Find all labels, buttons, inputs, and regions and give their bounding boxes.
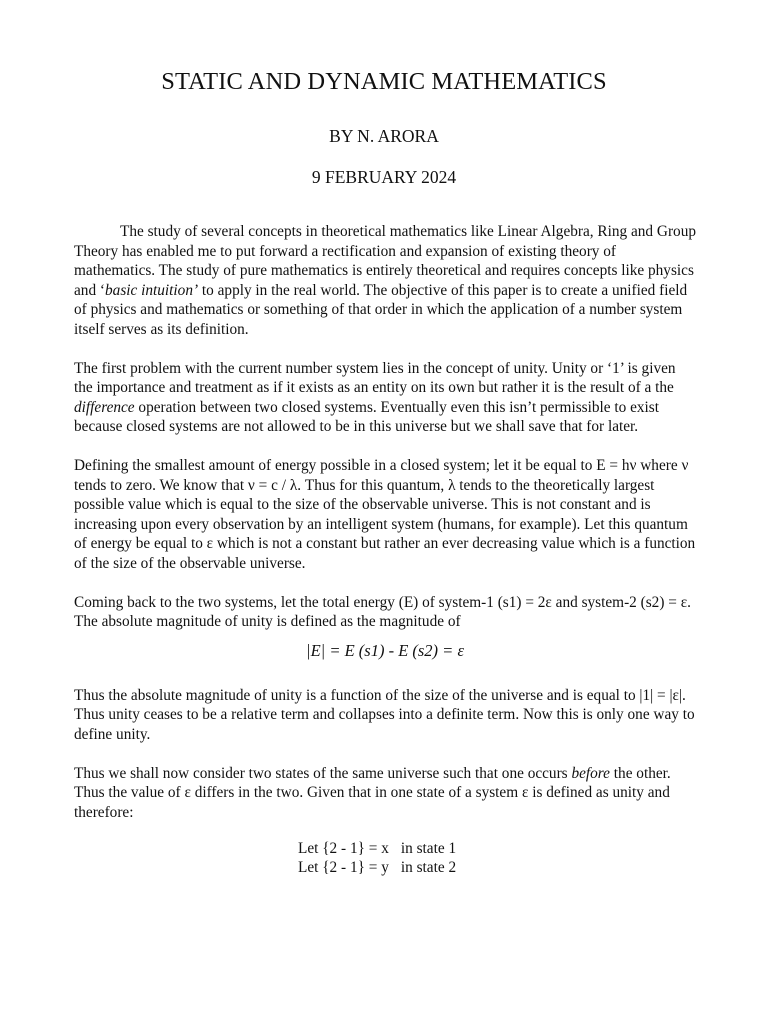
paper-body: [74, 222, 696, 878]
let-line-state-1: [298, 839, 696, 859]
paragraph-states-italic: before: [571, 764, 610, 782]
let-expr-1: Let {2 - 1} = x: [298, 839, 389, 857]
paragraph-systems: Coming back to the two systems, let the total energy (E) of system-1 (s1) = 2ε and system-2 (s2) = ε. The absolute magnitude of unity is defined as the magnitude of: [74, 593, 691, 630]
paragraph-unity: [74, 359, 696, 437]
paragraph-energy: Defining the smallest amount of energy possible in a closed system; let it be equal to E = hν where ν tends to zero. We know that ν = c / λ. Thus for this quantum, λ tends to the theoretically largest possible value which is equal to the size of the observable universe. This is not constant and is increasing upon every observation by an intelligent system (humans, for example). Let this quantum of energy be equal to ε which is not a constant but rather an ever decreasing value which is a function of the size of the observable universe.: [74, 457, 696, 572]
let-state-2: in state 2: [400, 859, 457, 876]
paper-date: 9 FEBRUARY 2024: [311, 167, 457, 187]
let-line-state-2: [298, 858, 696, 878]
paragraph-intro: [74, 222, 696, 339]
paper-title: STATIC AND DYNAMIC MATHEMATICS: [161, 68, 607, 95]
paper-author: BY N. ARORA: [329, 126, 439, 146]
paragraph-unity-text-b: operation between two closed systems. Eventually even this isn’t permissible to exist because closed systems are not allowed to be in this universe but we shall save that for later.: [74, 398, 659, 435]
paragraph-unity-text-a: The first problem with the current number system lies in the concept of unity. Unity or ‘1’ is given the importance and treatment as if it exists as an entity on its own but rather it is the result of a the: [74, 359, 676, 396]
paragraph-magnitude: Thus the absolute magnitude of unity is a function of the size of the universe and is equal to |1| = |ε|. Thus unity ceases to be a relative term and collapses into a definite term. Now this is only one way to define unity.: [74, 686, 695, 743]
paragraph-states-text-b: the other. Thus the value of ε differs in the two. Given that in one state of a system ε is defined as unity and therefore:: [74, 764, 671, 821]
paragraph-intro-text-a: The study of several concepts in theoretical mathematics like Linear Algebra, Ring and Group Theory has enabled me to put forward a rectification and expansion of existing theory of mathematics. The study of pure mathematics is entirely theoretical and requires concepts like physics and ‘: [74, 223, 696, 299]
let-definitions: [298, 839, 696, 878]
paragraph-intro-italic: basic intuition’: [105, 281, 199, 299]
paragraph-unity-italic: difference: [74, 398, 135, 416]
paragraph-states: [74, 764, 696, 823]
equation-unity-magnitude: |E| = E (s1) - E (s2) = ε: [306, 640, 464, 660]
let-expr-2: Let {2 - 1} = y: [298, 859, 389, 876]
let-state-1: in state 1: [400, 839, 457, 857]
paragraph-intro-text-b: to apply in the real world. The objective of this paper is to create a unified field of physics and mathematics or something of that order in which the application of a number system itself serves as its definition.: [74, 281, 688, 338]
paragraph-states-text-a: Thus we shall now consider two states of the same universe such that one occurs: [74, 764, 572, 782]
